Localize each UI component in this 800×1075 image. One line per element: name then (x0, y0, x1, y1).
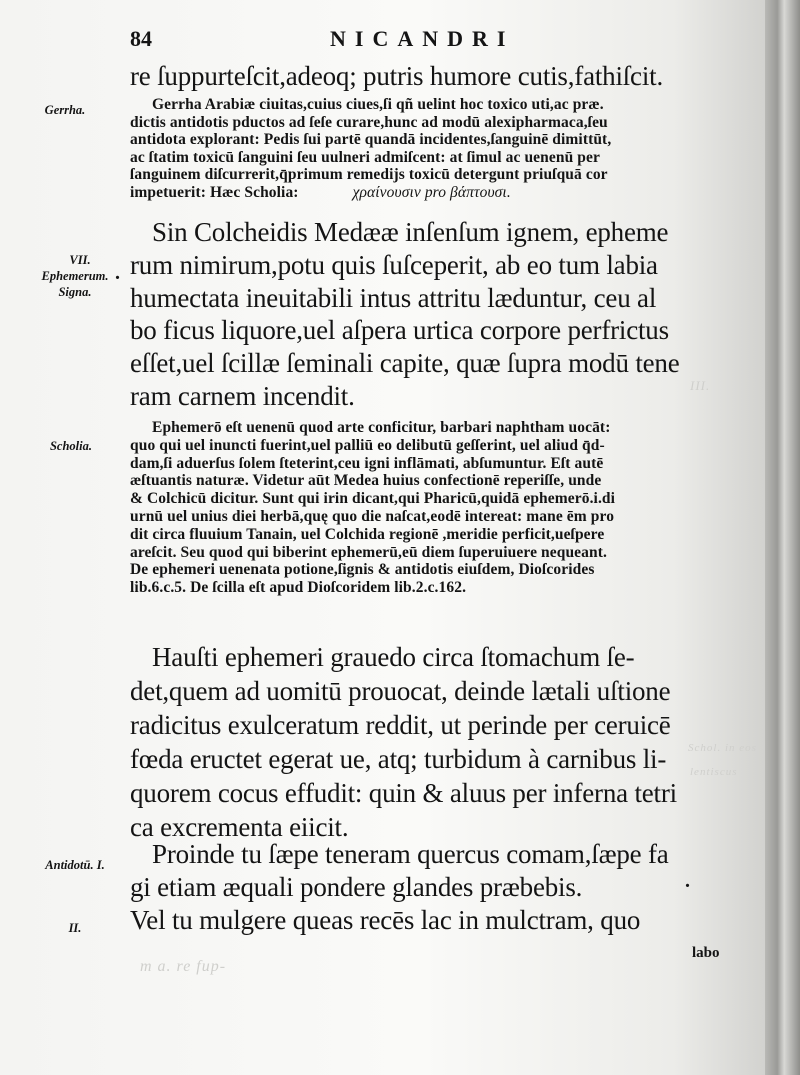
verse-line: rum nimirum,potu quis ſuſceperit, ab eo tum labia (130, 249, 658, 280)
scholia-line: De ephemeri uenenata potione,ſignis & antidotis eiuſdem, Dioſcorides (130, 561, 595, 579)
verse-line: eſſet,uel ſcillæ ſeminali capite, quæ ſupra modū tene (130, 348, 680, 379)
verse-line: det,quem ad uomitū prouocat, deinde lætali uſtione (130, 676, 671, 706)
verse-line: Sin Colcheidis Medææ inſenſum ignem, epheme (152, 217, 669, 247)
catchword: labo (692, 945, 720, 961)
bleed-through-text: Schol. in eos (688, 742, 757, 754)
scholia-line: antidota explorant: Pedis ſui partē quandā incidentes,ſanguinē dimittūt, (130, 131, 612, 149)
scholia-line: Gerrha Arabiæ ciuitas,cuius ciues,ſi qñ uelint hoc toxico uti,ac præ. (152, 96, 604, 113)
margin-note-antidota: Antidotū. I. (45, 858, 105, 872)
text-block-3 (130, 640, 740, 844)
verse-line: Vel tu mulgere queas recēs lac in mulctram, quo (130, 905, 641, 935)
scholia-line: æſtuantis naturæ. Videtur aūt Medea huius confectionē reperiſſe, unde (130, 472, 602, 490)
verse-line: bo ficus liquore,uel aſpera urtica corpore perfrictus (130, 315, 669, 346)
verse-line: ram carnem incendit. (130, 380, 355, 411)
margin-note-scholia: Scholia. (49, 439, 93, 453)
margin-note-numeral: II. (68, 921, 82, 935)
scholia-line: ſanguinem diſcurrerit,q̄primum remedijs toxicū detergunt priuſquā cor (130, 166, 608, 184)
verse-line: quorem cocus effudit: quin & aluus per inferna tetri (130, 778, 677, 808)
bleed-through-text: III. (690, 378, 711, 393)
verse-line: Proinde tu ſæpe teneram quercus comam,ſæpe fa (152, 839, 669, 869)
verse-line: humectata ineuitabili intus attritu læduntur, ceu al (130, 282, 657, 313)
page-number: 84 (130, 26, 152, 51)
margin-note-numeral: VII. (69, 253, 91, 267)
text-block-2 (130, 216, 740, 413)
scholia-line: areſcit. Seu quod qui biberint ephemerū,eū diem ſuperuiuere nequeant. (130, 543, 607, 561)
ink-dot: . (685, 870, 690, 892)
scholia-line: & Colchicū dicitur. Sunt qui irin dicant,qui Pharicū,quidā ephemerō.i.di (130, 490, 616, 508)
bleed-through-text: lentiscus (690, 766, 738, 778)
running-head (130, 26, 750, 56)
bleed-through-text: m a. re fup- (140, 958, 227, 975)
scholia-block-ephemerum (130, 419, 740, 597)
scholia-line: ac ſtatim toxicū ſanguini ſeu uulneri admiſcent: at ſimul ac uenenū per (130, 148, 600, 166)
scholia-line: quo qui uel inuncti fuerint,uel palliū eo delibutū geſſerint, uel aliud q̄d- (130, 436, 605, 454)
scholia-line: urnū uel unius diei herbā,quę quo die naſcat,eodē intereat: mane ēm pro (130, 507, 615, 525)
running-title: NICANDRI (330, 26, 515, 51)
greek-gloss: χραίνουσιν pro βάπτουσι. (352, 183, 511, 201)
scholia-line: dam,ſi aduerſus ſolem ſteterint,ceu igni inflāmati, abſumuntur. Eſt autē (130, 454, 604, 472)
text-block-4 (130, 838, 740, 937)
scholia-line-text: impetuerit: Hæc Scholia: (130, 183, 299, 201)
scholia-line: dit circa fluuium Tanain, uel Colchida regionē ,meridie perficit,ueſpere (130, 525, 605, 543)
margin-note-ephemerum-signa: Ephemerum. Signa. (41, 269, 109, 299)
scholia-line (130, 184, 740, 202)
verse-line: gi etiam æquali pondere glandes præbebis. (130, 872, 583, 902)
verse-line: radicitus exulceratum reddit, ut perinde per ceruicē (130, 710, 671, 740)
scholia-line: Ephemerō eſt uenenū quod arte conficitur, barbari naphtham uocāt: (152, 419, 611, 436)
verse-line: Hauſti ephemeri grauedo circa ſtomachum ſe- (152, 642, 635, 672)
scholia-line: lib.6.c.5. De ſcilla eſt apud Dioſcoridem lib.2.c.162. (130, 579, 467, 597)
ink-dot: . (115, 262, 120, 284)
page-edge-shadow (765, 0, 800, 1075)
scholia-block-gerrha (130, 96, 740, 202)
margin-note-gerrha: Gerrha. (44, 103, 86, 117)
scholia-line: dictis antidotis pductos ad ſeſe curare,hunc ad modū alexipharmaca,ſeu (130, 113, 608, 131)
verse-line: ca excrementa eiicit. (130, 812, 349, 842)
verse-line: re ſuppurteſcit,adeoq; putris humore cutis,fathiſcit. (130, 61, 663, 91)
verse-line: fœda eructet egerat ue, atq; turbidum à carnibus li- (130, 744, 667, 774)
text-block-1 (130, 60, 740, 93)
